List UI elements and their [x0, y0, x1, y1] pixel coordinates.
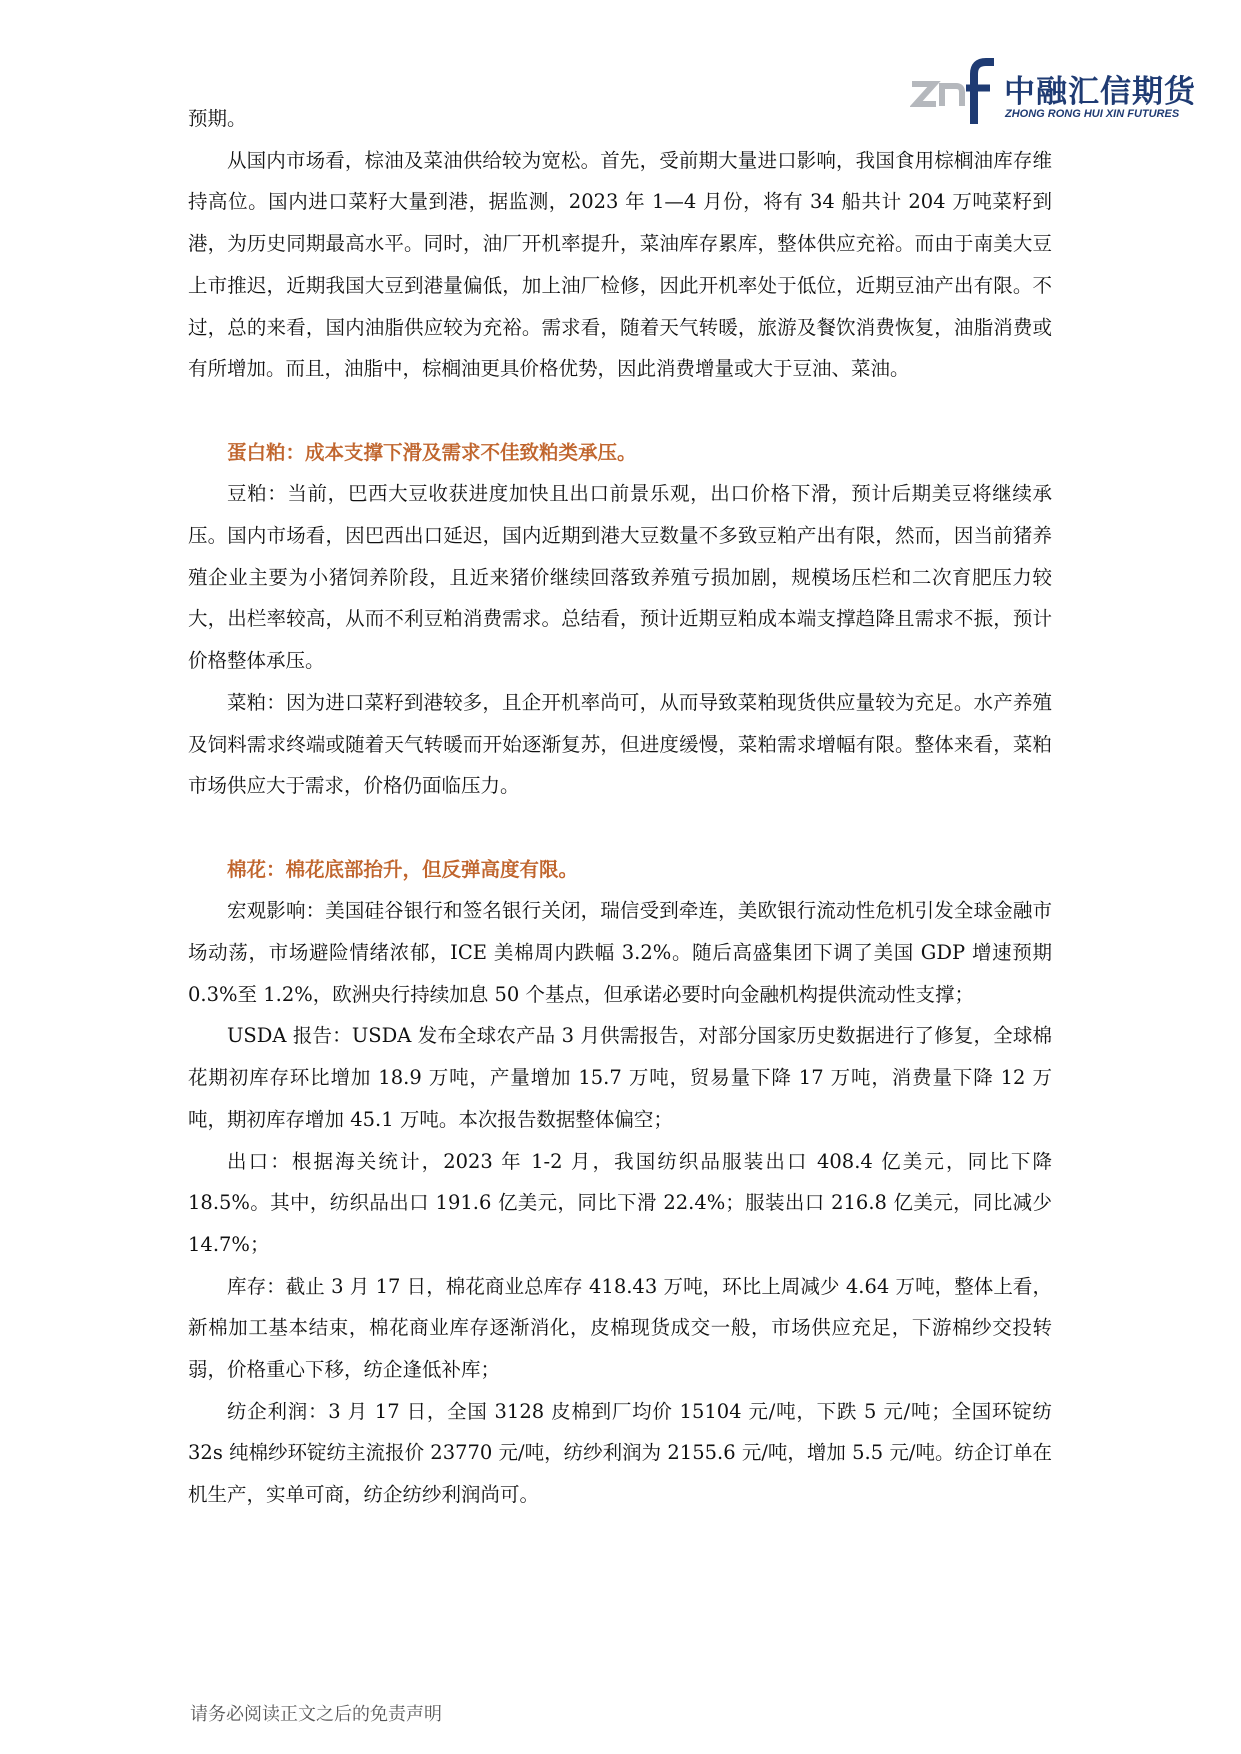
section-heading-meal: 蛋白粕：成本支撑下滑及需求不佳致粕类承压。	[227, 440, 637, 464]
paragraph-macro: 宏观影响：美国硅谷银行和签名银行关闭，瑞信受到牵连，美欧银行流动性危机引发全球金融市场动荡，市场避险情绪浓郁，ICE 美棉周内跌幅 3.2%。随后高盛集团下调了美国 GDP 增速预期 0.3%至 1.2%，欧洲央行持续加息 50 个基点，但承诺必要时向金融机构提供流动性支撑；	[188, 899, 1052, 1006]
footer-disclaimer: 请务必阅读正文之后的免责声明	[190, 1704, 442, 1725]
section-heading-cotton: 棉花：棉花底部抬升，但反弹高度有限。	[227, 857, 579, 881]
paragraph-usda-report: USDA 报告：USDA 发布全球农产品 3 月供需报告，对部分国家历史数据进行了修复，全球棉花期初库存环比增加 18.9 万吨，产量增加 15.7 万吨，贸易量下降 17 万吨，消费量下降 12 万吨，期初库存增加 45.1 万吨。本次报告数据整体偏空；	[188, 1024, 1052, 1131]
paragraph-domestic-market: 从国内市场看，棕油及菜油供给较为宽松。首先，受前期大量进口影响，我国食用棕榈油库存维持高位。国内进口菜籽大量到港，据监测，2023 年 1—4 月份，将有 34 船共计 204 万吨菜籽到港，为历史同期最高水平。同时，油厂开机率提升，菜油库存累库，整体供应充裕。而由于南美大豆上市推迟，近期我国大豆到港量偏低，加上油厂检修，因此开机率处于低位，近期豆油产出有限。不过，总的来看，国内油脂供应较为充裕。需求看，随着天气转暖，旅游及餐饮消费恢复，油脂消费或有所增加。而且，油脂中，棕榈油更具价格优势，因此消费增量或大于豆油、菜油。	[188, 148, 1052, 381]
paragraph-inventory: 库存：截止 3 月 17 日，棉花商业总库存 418.43 万吨，环比上周减少 4.64 万吨，整体上看，新棉加工基本结束，棉花商业库存逐渐消化，皮棉现货成交一般，市场供应充足，下游棉纱交投转弱，价格重心下移，纺企逢低补库；	[188, 1274, 1052, 1382]
paragraph-intro-tail: 预期。	[188, 107, 247, 130]
brand-name-cn: 中融汇信期货	[1004, 74, 1196, 110]
paragraph-rapeseed-meal: 菜粕：因为进口菜籽到港较多，且企开机率尚可，从而导致菜粕现货供应量较为充足。水产养殖及饲料需求终端或随着天气转暖而开始逐渐复苏，但进度缓慢，菜粕需求增幅有限。整体来看，菜粕市场供应大于需求，价格仍面临压力。	[188, 690, 1052, 798]
document-body	[188, 98, 1052, 1516]
paragraph-soymeal: 豆粕：当前，巴西大豆收获进度加快且出口前景乐观，出口价格下滑，预计后期美豆将继续承压。国内市场看，因巴西出口延迟，国内近期到港大豆数量不多致豆粕产出有限，然而，因当前猪养殖企业主要为小猪饲养阶段，且近来猪价继续回落致养殖亏损加剧，规模场压栏和二次育肥压力较大，出栏率较高，从而不利豆粕消费需求。总结看，预计近期豆粕成本端支撑趋降且需求不振，预计价格整体承压。	[188, 482, 1052, 673]
paragraph-export: 出口：根据海关统计，2023 年 1-2 月，我国纺织品服装出口 408.4 亿美元，同比下降 18.5%。其中，纺织品出口 191.6 亿美元，同比下滑 22.4%；服装出口 216.8 亿美元，同比减少 14.7%；	[188, 1149, 1052, 1256]
paragraph-mill-profit: 纺企利润：3 月 17 日，全国 3128 皮棉到厂均价 15104 元/吨，下跌 5 元/吨；全国环锭纺 32s 纯棉纱环锭纺主流报价 23770 元/吨，纺纱利润为 2155.6 元/吨，增加 5.5 元/吨。纺企订单在机生产，实单可商，纺企纺纱利润尚可。	[188, 1399, 1052, 1507]
brand-name-en: ZHONG RONG HUI XIN FUTURES	[1005, 108, 1180, 120]
